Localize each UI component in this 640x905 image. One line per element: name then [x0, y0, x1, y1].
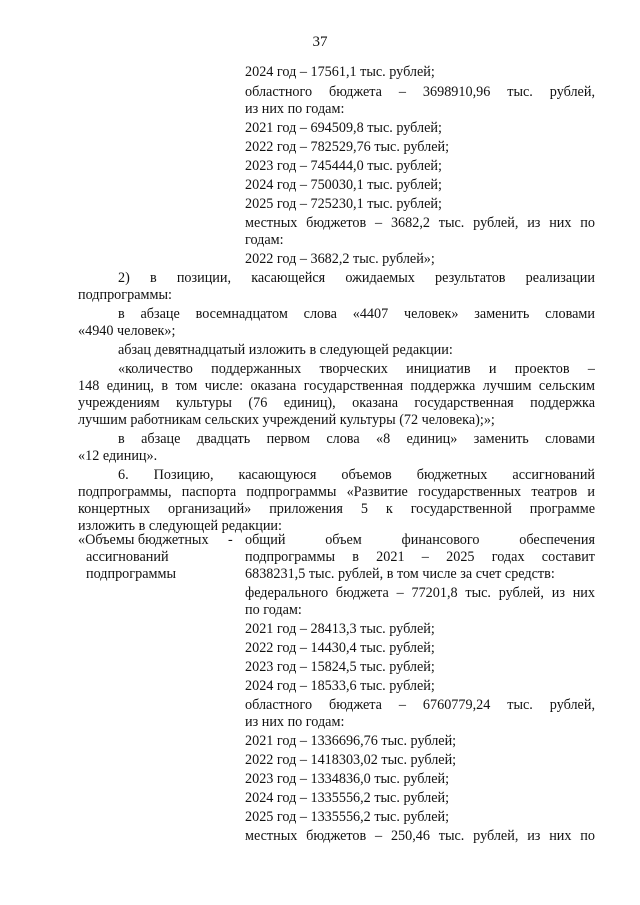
body-line: 2) в позиции, касающейся ожидаемых результатов реализации: [118, 270, 595, 286]
top-line: 2025 год – 725230,1 тыс. рублей;: [245, 196, 442, 212]
value-line: 6838231,5 тыс. рублей, в том числе за счет средств:: [245, 566, 555, 582]
top-line: 2022 год – 3682,2 тыс. рублей»;: [245, 251, 435, 267]
body-line: в абзаце двадцать первом слова «8 единиц» заменить словами: [118, 431, 595, 447]
top-line: 2021 год – 694509,8 тыс. рублей;: [245, 120, 442, 136]
body-line: «4940 человек»;: [78, 323, 176, 339]
body-line: 6. Позицию, касающуюся объемов бюджетных ассигнований: [118, 467, 595, 483]
body-line: лучшим работникам сельских учреждений культуры (72 человека);»;: [78, 412, 495, 428]
value-line: 2023 год – 1334836,0 тыс. рублей;: [245, 771, 450, 787]
body-line: 148 единиц, в том числе: оказана государственная поддержка лучшим сельским: [78, 378, 595, 394]
value-line: 2025 год – 1335556,2 тыс. рублей;: [245, 809, 450, 825]
body-line: изложить в следующей редакции:: [78, 518, 282, 534]
top-line: 2023 год – 745444,0 тыс. рублей;: [245, 158, 442, 174]
top-line: годам:: [245, 232, 284, 248]
top-line: 2022 год – 782529,76 тыс. рублей;: [245, 139, 450, 155]
body-line: в абзаце восемнадцатом слова «4407 человек» заменить словами: [118, 306, 595, 322]
value-line: 2023 год – 15824,5 тыс. рублей;: [245, 659, 435, 675]
value-line: общий объем финансового обеспечения: [245, 532, 595, 548]
value-line: областного бюджета – 6760779,24 тыс. рублей,: [245, 697, 595, 713]
passport-label-line: подпрограммы: [86, 566, 176, 582]
passport-label-line: ассигнований: [86, 549, 169, 565]
value-line: из них по годам:: [245, 714, 345, 730]
body-line: «количество поддержанных творческих инициатив и проектов –: [118, 361, 595, 377]
page-number: 37: [312, 34, 328, 50]
body-line: «12 единиц».: [78, 448, 158, 464]
body-line: учреждениям культуры (76 единиц), оказана государственная поддержка: [78, 395, 595, 411]
value-line: местных бюджетов – 250,46 тыс. рублей, из них по: [245, 828, 595, 844]
top-line: местных бюджетов – 3682,2 тыс. рублей, из них по: [245, 215, 595, 231]
passport-label-line: «Объемы бюджетных: [78, 532, 209, 548]
top-line: 2024 год – 17561,1 тыс. рублей;: [245, 64, 435, 80]
value-line: 2024 год – 1335556,2 тыс. рублей;: [245, 790, 450, 806]
body-line: подпрограммы:: [78, 287, 172, 303]
value-line: 2022 год – 14430,4 тыс. рублей;: [245, 640, 435, 656]
value-line: 2021 год – 28413,3 тыс. рублей;: [245, 621, 435, 637]
value-line: подпрограммы в 2021 – 2025 годах составит: [245, 549, 595, 565]
passport-label: [78, 532, 238, 583]
top-line: из них по годам:: [245, 101, 345, 117]
body-line: концертных организаций» приложения 5 к государственной программе: [78, 501, 595, 517]
value-line: по годам:: [245, 602, 302, 618]
value-line: 2022 год – 1418303,02 тыс. рублей;: [245, 752, 457, 768]
top-line: областного бюджета – 3698910,96 тыс. рублей,: [245, 84, 595, 100]
label-dash: -: [228, 532, 233, 548]
body-line: абзац девятнадцатый изложить в следующей редакции:: [118, 342, 453, 358]
body-line: подпрограммы, паспорта подпрограммы «Развитие государственных театров и: [78, 484, 595, 500]
value-line: федерального бюджета – 77201,8 тыс. рублей, из них: [245, 585, 595, 601]
top-line: 2024 год – 750030,1 тыс. рублей;: [245, 177, 442, 193]
value-line: 2021 год – 1336696,76 тыс. рублей;: [245, 733, 457, 749]
value-line: 2024 год – 18533,6 тыс. рублей;: [245, 678, 435, 694]
